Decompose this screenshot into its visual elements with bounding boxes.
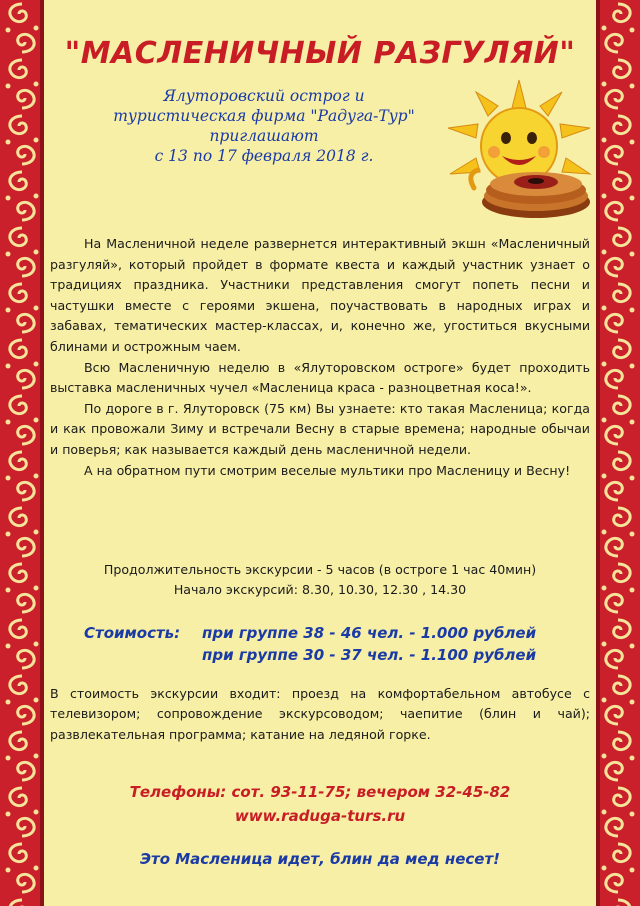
pancake-plate-icon: [482, 172, 590, 218]
invitation-line: туристическая фирма "Радуга-Тур": [113, 107, 415, 125]
invitation-line: Ялуторовский острог и: [163, 87, 365, 105]
poster-title: "МАСЛЕНИЧНЫЙ РАЗГУЛЯЙ": [64, 36, 576, 71]
description-paragraph: А на обратном пути смотрим веселые мультики про Масленицу и Весну!: [84, 462, 571, 478]
price-label: Стоимость:: [84, 624, 181, 642]
invitation-line: приглашают: [209, 127, 319, 145]
price-block: [84, 622, 536, 666]
price-includes: В стоимость экскурсии входит: проезд на комфортабельном автобусе с телевизором; сопровождение экскурсоводом; чаепитие (блин и чай); развлекательная программа; катание на ледяной горке.: [50, 686, 590, 742]
phone-numbers: Телефоны: сот. 93-11-75; вечером 32-45-82: [129, 783, 511, 801]
price-row: при группе 38 - 46 чел. - 1.000 рублей: [202, 624, 537, 642]
slogan: Это Масленица идет, блин да мед несет!: [140, 850, 500, 868]
sun-with-pancakes-illustration: [444, 78, 594, 228]
invitation-block: [84, 86, 444, 166]
price-row: при группе 30 - 37 чел. - 1.100 рублей: [202, 646, 537, 664]
description-paragraph: Всю Масленичную неделю в «Ялуторовском остроге» будет проходить выставка масленичных чучел «Масленица краса - разноцветная коса!».: [50, 359, 590, 396]
ornament-border-left: [0, 0, 44, 906]
website-link[interactable]: www.raduga-turs.ru: [234, 807, 406, 825]
poster-content: [44, 0, 596, 906]
description-paragraph: По дороге в г. Ялуторовск (75 км) Вы узнаете: кто такая Масленица; когда и как провожали Зиму и встречали Весну в старые времена; народные обычаи и поверья; как называется каждый день масленичной недели.: [50, 400, 590, 457]
description-paragraph: На Масленичной неделе развернется интерактивный экшн «Масленичный разгуляй», который пройдет в формате квеста и каждый участник узнает о традициях праздника. Участники представления смогут попеть песни и частушки вместе с героями экшена, поучаствовать в народных играх и забавах, тематических мастер-классах, и, конечно же, угоститься вкусными блинами и острожным чаем.: [50, 236, 590, 354]
tour-duration: Продолжительность экскурсии - 5 часов (в остроге 1 час 40мин): [103, 562, 537, 577]
event-dates: с 13 по 17 февраля 2018 г.: [154, 147, 374, 165]
contacts-block: [44, 780, 596, 828]
ornament-border-right: [596, 0, 640, 906]
tour-start-times: Начало экскурсий: 8.30, 10.30, 12.30 , 14.30: [173, 582, 467, 597]
description-text: [50, 234, 590, 481]
tour-schedule: [44, 560, 596, 600]
